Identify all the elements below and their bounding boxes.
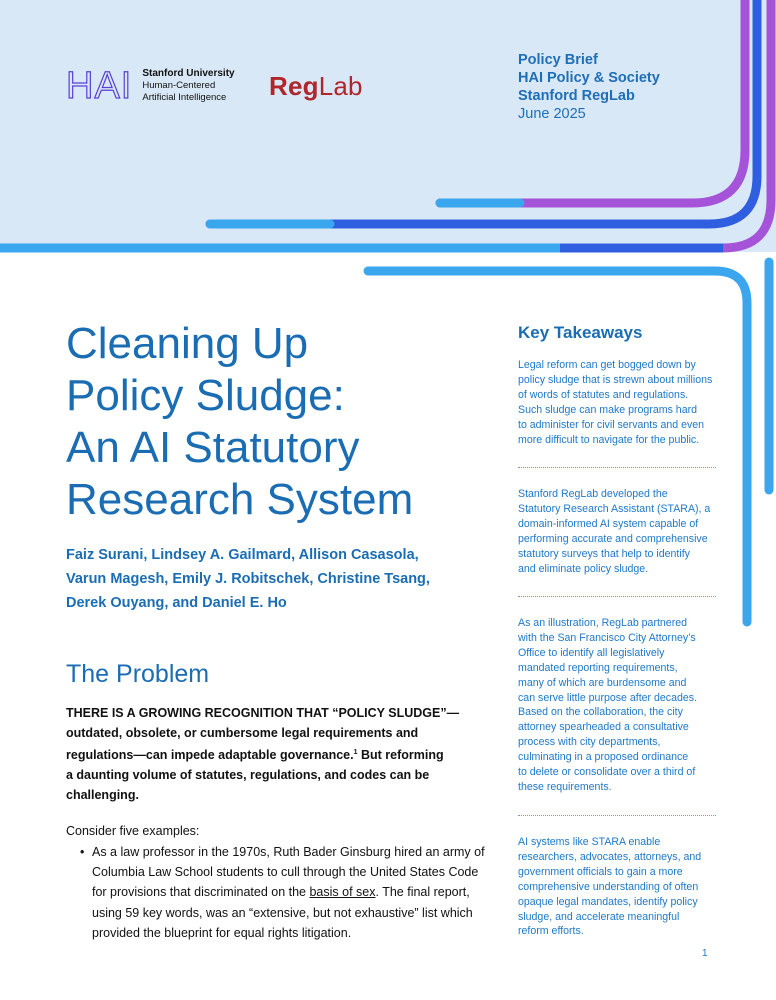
bullet1-line-1: As a law professor in the 1970s, Ruth Bader Ginsburg hired an army of bbox=[92, 845, 485, 859]
takeaway-2-line: and eliminate policy sludge. bbox=[518, 562, 649, 575]
takeaway-1-line: Legal reform can get bogged down by bbox=[518, 359, 696, 371]
takeaway-1-line: Such sludge can make programs hard bbox=[518, 403, 698, 416]
bullet1-line-5: provided the blueprint for equal rights litigation. bbox=[92, 925, 352, 940]
takeaway-4-line: reform efforts. bbox=[518, 925, 584, 938]
takeaway-3-line: culminating in a proposed ordinance bbox=[518, 751, 689, 764]
stripe-royal-1 bbox=[210, 0, 757, 224]
takeaway-3-line: process with city departments, bbox=[518, 736, 661, 749]
hai-line-1: Stanford University bbox=[142, 68, 235, 79]
takeaway-1-line: policy sludge that is strewn about millions bbox=[518, 373, 713, 386]
takeaway-4-line: comprehensive understanding of often bbox=[518, 880, 699, 893]
takeaway-4-line: researchers, advocates, attorneys, and bbox=[518, 850, 702, 863]
authors-line-1: Faiz Surani, Lindsey A. Gailmard, Allison Casasola, bbox=[66, 547, 419, 563]
authors-line-2: Varun Magesh, Emily J. Robitschek, Christine Tsang, bbox=[66, 571, 430, 587]
key-takeaways-title: Key Takeaways bbox=[518, 323, 643, 342]
reglab-logo bbox=[269, 71, 363, 101]
org-reglab: Stanford RegLab bbox=[518, 88, 635, 104]
title-line-3: An AI Statutory bbox=[66, 423, 360, 472]
examples-list bbox=[76, 842, 496, 943]
takeaway-2-line: statutory surveys that help to identify bbox=[518, 547, 690, 560]
takeaway-divider bbox=[518, 815, 716, 816]
page-number: 1 bbox=[702, 948, 708, 959]
lead-line-2: outdated, obsolete, or cumbersome legal requirements and bbox=[66, 725, 419, 740]
takeaway-2-line: performing accurate and comprehensive bbox=[518, 532, 708, 545]
bullet1-line-2: Columbia Law School students to cull through the United States Code bbox=[92, 865, 479, 880]
hai-line-2: Human-Centered bbox=[142, 80, 216, 91]
takeaway-1-line: more difficult to navigate for the public. bbox=[518, 433, 700, 446]
takeaway-1-line: of words of statutes and regulations. bbox=[518, 388, 689, 401]
reglab-logo-reg: Reg bbox=[269, 71, 319, 101]
stripe-purple-inner bbox=[0, 0, 771, 248]
takeaway-3-line: attorney spearheaded a consultative bbox=[518, 721, 689, 734]
takeaway-3-line: Office to identify all legislatively bbox=[518, 646, 665, 659]
title-line-1: Cleaning Up bbox=[66, 319, 309, 368]
intro-text: Consider five examples: bbox=[66, 824, 200, 838]
takeaway-2 bbox=[518, 487, 718, 576]
takeaway-divider bbox=[518, 467, 716, 468]
takeaway-4-line: opaque legal mandates, identify policy bbox=[518, 895, 698, 908]
lead-line-4: a daunting volume of statutes, regulations, and codes can be bbox=[66, 767, 430, 782]
takeaway-3-line: these requirements. bbox=[518, 780, 612, 793]
takeaway-2-line: Statutory Research Assistant (STARA), a bbox=[518, 502, 711, 515]
doc-type: Policy Brief bbox=[518, 52, 598, 68]
title-line-2: Policy Sludge: bbox=[66, 371, 345, 420]
lead-line-1: THERE IS A GROWING RECOGNITION THAT “POLICY SLUDGE”— bbox=[66, 706, 460, 720]
takeaway-3-line: many of which are burdensome and bbox=[518, 676, 687, 689]
takeaway-3 bbox=[518, 616, 718, 795]
bullet1-line-3-post: . The final report, bbox=[375, 885, 470, 900]
takeaway-4 bbox=[518, 835, 718, 939]
title-line-4: Research System bbox=[66, 475, 414, 524]
org-hai-policy: HAI Policy & Society bbox=[518, 70, 660, 86]
publication-date: June 2025 bbox=[518, 106, 586, 122]
hai-logo bbox=[66, 67, 235, 105]
basis-of-sex-link[interactable]: basis of sex bbox=[309, 885, 376, 900]
takeaway-3-line: can serve little purpose after decades. bbox=[518, 691, 698, 704]
takeaway-4-line: sludge, and accelerate meaningful bbox=[518, 910, 680, 923]
takeaway-4-line: AI systems like STARA enable bbox=[518, 836, 661, 848]
lead-paragraph bbox=[66, 704, 486, 805]
takeaway-3-line: Based on the collaboration, the city bbox=[518, 706, 683, 719]
takeaway-3-line: mandated reporting requirements, bbox=[518, 661, 678, 674]
bullet1-line-4: using 59 key words, was an “extensive, but not exhaustive” list which bbox=[92, 905, 473, 920]
takeaway-3-line: to delete or consolidate over a third of bbox=[518, 766, 696, 779]
bullet1-line-3-pre: for provisions that discriminated on the bbox=[92, 885, 310, 900]
takeaway-4-line: government officials to gain a more bbox=[518, 865, 683, 878]
footnote-ref[interactable]: 1 bbox=[353, 749, 358, 757]
takeaway-2-line: domain-informed AI system capable of bbox=[518, 517, 699, 530]
lead-line-5: challenging. bbox=[66, 787, 139, 802]
hai-line-3: Artificial Intelligence bbox=[142, 92, 227, 103]
lead-line-3b: But reforming bbox=[357, 748, 444, 763]
takeaway-2-line: Stanford RegLab developed the bbox=[518, 488, 668, 500]
hai-logo-text bbox=[142, 68, 234, 104]
authors-line-3: Derek Ouyang, and Daniel E. Ho bbox=[66, 595, 287, 611]
hai-wordmark: HAI bbox=[66, 65, 133, 107]
list-item bbox=[76, 842, 496, 943]
lead-line-3a: regulations—can impede adaptable governance. bbox=[66, 748, 354, 763]
reglab-logo-lab: Lab bbox=[318, 71, 363, 101]
authors bbox=[66, 543, 486, 615]
takeaway-1 bbox=[518, 358, 718, 447]
page-title bbox=[66, 318, 486, 526]
header-meta bbox=[518, 51, 660, 123]
takeaway-divider bbox=[518, 596, 716, 597]
takeaway-3-line: As an illustration, RegLab partnered bbox=[518, 617, 688, 629]
takeaway-3-line: with the San Francisco City Attorney’s bbox=[518, 631, 696, 644]
section-heading-problem: The Problem bbox=[66, 660, 210, 688]
takeaway-1-line: to administer for civil servants and even bbox=[518, 418, 705, 431]
